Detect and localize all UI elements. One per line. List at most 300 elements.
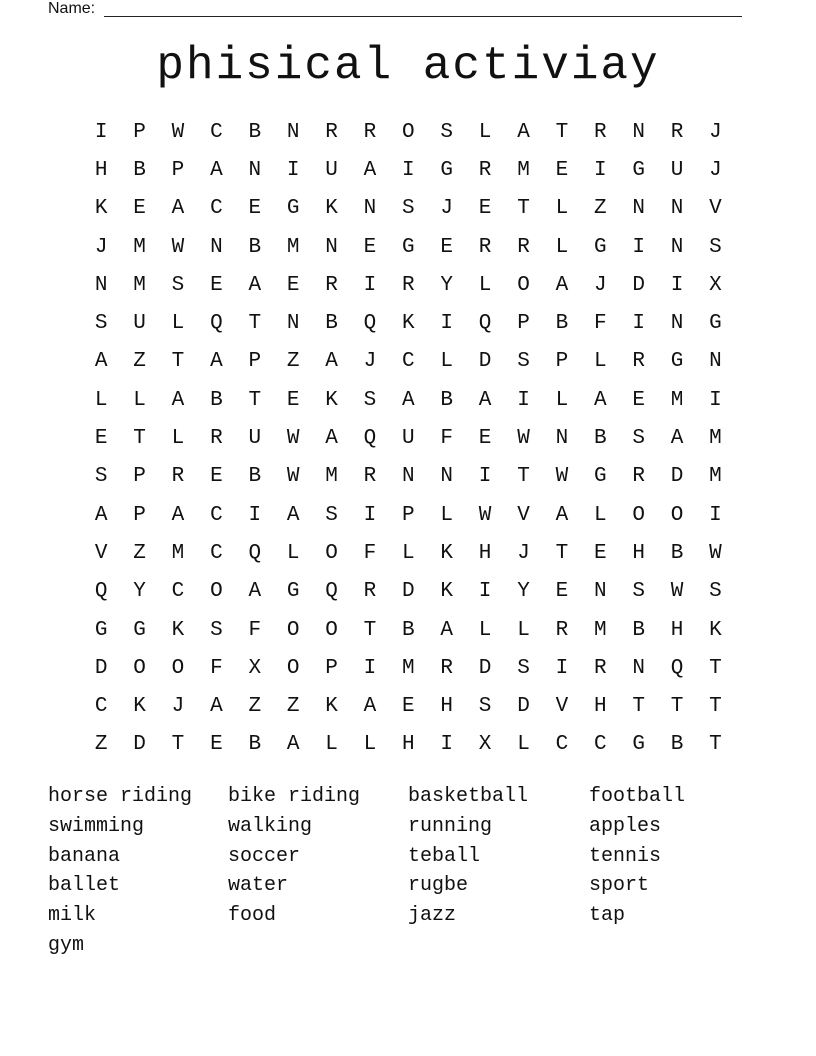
grid-letter: M xyxy=(517,158,530,182)
grid-letter: S xyxy=(94,312,108,336)
grid-letter: O xyxy=(286,656,300,680)
grid-letter: Q xyxy=(94,580,108,604)
grid-letter: S xyxy=(478,695,492,719)
word-list-item: teball xyxy=(408,844,481,868)
word-list-item: gym xyxy=(48,933,85,957)
grid-letter: R xyxy=(440,656,454,680)
grid-letter: B xyxy=(248,733,262,757)
grid-letter: S xyxy=(363,388,377,412)
grid-letter: A xyxy=(363,158,377,182)
grid-letter: A xyxy=(248,580,262,604)
grid-letter: U xyxy=(670,158,684,182)
word-list-item: tennis xyxy=(589,844,662,868)
grid-letter: Q xyxy=(670,656,684,680)
word-list-item: football xyxy=(589,785,686,808)
grid-letter: N xyxy=(632,197,645,221)
grid-letter: S xyxy=(440,120,454,144)
grid-letter: T xyxy=(517,465,530,489)
grid-letter: M xyxy=(709,427,722,451)
grid-letter: R xyxy=(517,235,530,259)
grid-letter: Z xyxy=(248,695,262,719)
grid-letter: R xyxy=(363,120,377,144)
grid-letter: B xyxy=(440,388,454,412)
grid-letter: L xyxy=(402,541,415,565)
grid-letter: T xyxy=(363,618,377,642)
grid-letter: S xyxy=(517,656,530,680)
grid-letter: W xyxy=(517,427,530,451)
grid-letter: K xyxy=(402,312,415,336)
grid-letter: A xyxy=(517,120,530,144)
grid-letter: R xyxy=(210,427,223,451)
grid-letter: I xyxy=(632,312,645,336)
grid-letter: B xyxy=(248,235,262,259)
grid-letter: E xyxy=(555,158,569,182)
grid-letter: S xyxy=(325,503,338,527)
grid-letter: T xyxy=(171,733,185,757)
grid-letter: J xyxy=(171,695,185,719)
grid-letter: N xyxy=(670,312,684,336)
grid-letter: W xyxy=(478,503,492,527)
grid-letter: G xyxy=(670,350,684,374)
grid-letter: H xyxy=(670,618,684,642)
grid-letter: T xyxy=(709,695,722,719)
grid-letter: S xyxy=(210,618,223,642)
grid-letter: E xyxy=(210,273,223,297)
grid-letter: E xyxy=(210,465,223,489)
grid-letter: Y xyxy=(133,580,146,604)
grid-letter: B xyxy=(210,388,223,412)
grid-letter: G xyxy=(593,465,607,489)
grid-letter: P xyxy=(171,158,185,182)
grid-letter: A xyxy=(555,273,569,297)
grid-letter: I xyxy=(363,656,377,680)
grid-letter: E xyxy=(402,695,415,719)
grid-letter: B xyxy=(632,618,645,642)
grid-letter: I xyxy=(478,580,492,604)
grid-letter: O xyxy=(517,273,530,297)
grid-letter: H xyxy=(402,733,415,757)
grid-letter: R xyxy=(325,120,338,144)
grid-letter: L xyxy=(171,312,185,336)
grid-letter: D xyxy=(402,580,415,604)
grid-letter: M xyxy=(133,273,146,297)
word-list-item: soccer xyxy=(228,844,301,868)
grid-letter: H xyxy=(94,158,108,182)
grid-letter: U xyxy=(248,427,262,451)
grid-letter: M xyxy=(670,388,684,412)
grid-letter: F xyxy=(440,427,454,451)
grid-letter: J xyxy=(709,158,722,182)
grid-letter: A xyxy=(94,503,108,527)
grid-letter: A xyxy=(478,388,492,412)
grid-letter: T xyxy=(248,312,262,336)
grid-letter: G xyxy=(94,618,108,642)
grid-letter: I xyxy=(593,158,607,182)
grid-letter: Z xyxy=(286,350,300,374)
grid-letter: A xyxy=(325,350,338,374)
grid-letter: P xyxy=(133,120,146,144)
grid-letter: L xyxy=(517,733,530,757)
grid-letter: L xyxy=(440,503,454,527)
grid-letter: I xyxy=(555,656,569,680)
grid-letter: R xyxy=(363,580,377,604)
grid-letter: K xyxy=(94,197,108,221)
grid-letter: E xyxy=(593,541,607,565)
grid-letter: J xyxy=(517,541,530,565)
grid-letter: S xyxy=(171,273,185,297)
grid-letter: N xyxy=(555,427,569,451)
grid-letter: E xyxy=(478,427,492,451)
grid-letter: Z xyxy=(286,695,300,719)
grid-letter: A xyxy=(670,427,684,451)
grid-letter: C xyxy=(210,197,223,221)
grid-letter: M xyxy=(593,618,607,642)
grid-letter: M xyxy=(325,465,338,489)
grid-letter: E xyxy=(94,427,108,451)
grid-letter: G xyxy=(632,158,645,182)
grid-letter: S xyxy=(517,350,530,374)
grid-letter: B xyxy=(670,733,684,757)
grid-letter: I xyxy=(440,312,454,336)
grid-letter: H xyxy=(593,695,607,719)
grid-letter: N xyxy=(363,197,377,221)
grid-letter: B xyxy=(325,312,338,336)
grid-letter: N xyxy=(670,235,684,259)
grid-letter: T xyxy=(709,733,722,757)
grid-letter: L xyxy=(555,197,569,221)
grid-letter: T xyxy=(632,695,645,719)
grid-letter: P xyxy=(517,312,530,336)
grid-letter: O xyxy=(670,503,684,527)
grid-letter: D xyxy=(670,465,684,489)
grid-letter: H xyxy=(632,541,645,565)
grid-letter: I xyxy=(402,158,415,182)
word-list-item: milk xyxy=(48,904,97,928)
grid-letter: N xyxy=(632,120,645,144)
grid-letter: W xyxy=(286,465,300,489)
grid-letter: T xyxy=(670,695,684,719)
grid-letter: G xyxy=(286,580,300,604)
grid-letter: T xyxy=(171,350,185,374)
grid-letter: V xyxy=(94,541,108,565)
grid-letter: A xyxy=(171,197,185,221)
grid-letter: T xyxy=(248,388,262,412)
grid-letter: V xyxy=(555,695,569,719)
grid-letter: N xyxy=(248,158,262,182)
grid-letter: N xyxy=(402,465,415,489)
grid-letter: R xyxy=(555,618,569,642)
grid-letter: D xyxy=(133,733,146,757)
word-list-item: horse riding xyxy=(48,785,193,808)
grid-letter: A xyxy=(171,388,185,412)
grid-letter: G xyxy=(133,618,146,642)
grid-letter: R xyxy=(478,158,492,182)
grid-letter: X xyxy=(709,273,722,297)
grid-letter: C xyxy=(94,695,108,719)
grid-letter: I xyxy=(478,465,492,489)
grid-letter: I xyxy=(709,388,722,412)
grid-letter: B xyxy=(248,465,262,489)
grid-letter: O xyxy=(133,656,146,680)
grid-letter: S xyxy=(632,580,645,604)
grid-letter: O xyxy=(171,656,185,680)
grid-letter: C xyxy=(210,503,223,527)
grid-letter: L xyxy=(555,388,569,412)
grid-letter: N xyxy=(325,235,338,259)
grid-letter: R xyxy=(402,273,415,297)
grid-letter: E xyxy=(478,197,492,221)
grid-letter: A xyxy=(248,273,262,297)
grid-letter: F xyxy=(593,312,607,336)
grid-letter: L xyxy=(593,503,607,527)
grid-letter: O xyxy=(210,580,223,604)
grid-letter: U xyxy=(325,158,338,182)
grid-letter: L xyxy=(171,427,185,451)
grid-letter: A xyxy=(593,388,607,412)
grid-letter: P xyxy=(133,465,146,489)
grid-letter: N xyxy=(670,197,684,221)
grid-letter: E xyxy=(133,197,146,221)
grid-letter: G xyxy=(632,733,645,757)
grid-letter: G xyxy=(593,235,607,259)
grid-letter: I xyxy=(94,120,108,144)
grid-letter: R xyxy=(632,465,645,489)
grid-letter: G xyxy=(286,197,300,221)
grid-letter: D xyxy=(632,273,645,297)
grid-letter: S xyxy=(709,580,722,604)
word-list xyxy=(48,782,769,961)
grid-letter: I xyxy=(632,235,645,259)
grid-letter: N xyxy=(632,656,645,680)
grid-letter: T xyxy=(517,197,530,221)
grid-letter: P xyxy=(133,503,146,527)
grid-letter: W xyxy=(171,120,185,144)
grid-letter: K xyxy=(709,618,722,642)
grid-letter: L xyxy=(94,388,108,412)
word-list-item: walking xyxy=(228,814,313,838)
grid-letter: R xyxy=(632,350,645,374)
grid-letter: Z xyxy=(94,733,108,757)
grid-letter: O xyxy=(286,618,300,642)
grid-letter: W xyxy=(670,580,684,604)
grid-letter: Q xyxy=(363,312,377,336)
grid-letter: D xyxy=(478,656,492,680)
grid-letter: N xyxy=(286,312,300,336)
grid-letter: P xyxy=(402,503,415,527)
grid-letter: N xyxy=(593,580,607,604)
grid-letter: A xyxy=(440,618,454,642)
grid-letter: B xyxy=(248,120,262,144)
grid-letter: T xyxy=(555,120,569,144)
grid-letter: E xyxy=(632,388,645,412)
word-list-item: jazz xyxy=(408,904,457,928)
grid-letter: L xyxy=(478,120,492,144)
grid-letter: J xyxy=(593,273,607,297)
grid-letter: N xyxy=(94,273,108,297)
grid-letter: M xyxy=(133,235,146,259)
word-list-item: rugbe xyxy=(408,874,469,898)
grid-letter: Z xyxy=(593,197,607,221)
grid-letter: E xyxy=(555,580,569,604)
grid-letter: K xyxy=(325,197,338,221)
grid-letter: L xyxy=(517,618,530,642)
grid-letter: N xyxy=(440,465,454,489)
grid-letter: A xyxy=(171,503,185,527)
word-list-item: ballet xyxy=(48,874,121,898)
grid-letter: O xyxy=(632,503,645,527)
grid-letter: C xyxy=(555,733,569,757)
grid-letter: R xyxy=(478,235,492,259)
grid-letter: Q xyxy=(363,427,377,451)
word-list-item: sport xyxy=(589,874,650,898)
grid-letter: A xyxy=(210,695,223,719)
grid-letter: J xyxy=(363,350,377,374)
grid-letter: C xyxy=(593,733,607,757)
grid-letter: A xyxy=(363,695,377,719)
grid-letter: B xyxy=(555,312,569,336)
grid-letter: F xyxy=(363,541,377,565)
grid-letter: H xyxy=(478,541,492,565)
word-list-item: banana xyxy=(48,844,121,868)
grid-letter: C xyxy=(210,120,223,144)
grid-letter: Q xyxy=(248,541,262,565)
grid-letter: O xyxy=(325,618,338,642)
grid-letter: A xyxy=(325,427,338,451)
grid-letter: K xyxy=(325,388,338,412)
grid-letter: I xyxy=(286,158,300,182)
grid-letter: U xyxy=(133,312,146,336)
grid-letter: K xyxy=(171,618,185,642)
letter-grid xyxy=(82,113,735,764)
grid-letter: L xyxy=(555,235,569,259)
grid-letter: Q xyxy=(210,312,223,336)
grid-letter: R xyxy=(325,273,338,297)
grid-letter: K xyxy=(133,695,146,719)
grid-letter: A xyxy=(210,350,223,374)
grid-letter: M xyxy=(402,656,415,680)
grid-letter: T xyxy=(555,541,569,565)
grid-letter: I xyxy=(670,273,684,297)
grid-letter: L xyxy=(286,541,300,565)
grid-letter: Z xyxy=(133,541,146,565)
word-list-item: swimming xyxy=(48,814,145,838)
grid-letter: E xyxy=(248,197,262,221)
grid-letter: C xyxy=(171,580,185,604)
grid-letter: W xyxy=(171,235,185,259)
grid-letter: O xyxy=(325,541,338,565)
grid-letter: R xyxy=(171,465,185,489)
grid-letter: W xyxy=(709,541,722,565)
grid-letter: S xyxy=(709,235,722,259)
grid-letter: Z xyxy=(133,350,146,374)
grid-letter: N xyxy=(286,120,300,144)
grid-letter: L xyxy=(133,388,146,412)
grid-letter: W xyxy=(555,465,569,489)
grid-letter: R xyxy=(593,656,607,680)
grid-letter: I xyxy=(248,503,262,527)
grid-letter: X xyxy=(248,656,262,680)
grid-letter: Y xyxy=(517,580,530,604)
grid-letter: V xyxy=(517,503,530,527)
grid-letter: I xyxy=(440,733,454,757)
grid-letter: L xyxy=(593,350,607,374)
grid-letter: S xyxy=(94,465,108,489)
grid-letter: L xyxy=(325,733,338,757)
grid-letter: A xyxy=(402,388,415,412)
grid-letter: I xyxy=(363,503,377,527)
grid-letter: E xyxy=(286,273,300,297)
grid-letter: E xyxy=(210,733,223,757)
grid-letter: I xyxy=(517,388,530,412)
grid-letter: P xyxy=(248,350,262,374)
grid-letter: C xyxy=(210,541,223,565)
grid-letter: V xyxy=(709,197,722,221)
grid-letter: Q xyxy=(325,580,338,604)
grid-letter: N xyxy=(210,235,223,259)
word-list-item: bike riding xyxy=(228,785,361,808)
grid-letter: M xyxy=(709,465,722,489)
grid-letter: T xyxy=(133,427,146,451)
word-list-item: basketball xyxy=(408,785,529,808)
name-line xyxy=(104,16,742,17)
grid-letter: O xyxy=(402,120,415,144)
grid-letter: W xyxy=(286,427,300,451)
grid-letter: R xyxy=(593,120,607,144)
grid-letter: M xyxy=(171,541,185,565)
grid-letter: Q xyxy=(478,312,492,336)
grid-letter: E xyxy=(440,235,454,259)
grid-letter: G xyxy=(440,158,454,182)
word-list-item: running xyxy=(408,814,493,838)
word-list-item: food xyxy=(228,904,277,928)
grid-letter: J xyxy=(440,197,454,221)
grid-letter: H xyxy=(440,695,454,719)
grid-letter: B xyxy=(133,158,146,182)
grid-letter: J xyxy=(94,235,108,259)
grid-letter: L xyxy=(478,618,492,642)
grid-letter: Y xyxy=(440,273,454,297)
grid-letter: D xyxy=(94,656,108,680)
word-list-item: apples xyxy=(589,814,662,838)
grid-letter: F xyxy=(248,618,262,642)
grid-letter: L xyxy=(363,733,377,757)
grid-letter: L xyxy=(478,273,492,297)
grid-letter: A xyxy=(210,158,223,182)
grid-letter: D xyxy=(517,695,530,719)
grid-letter: S xyxy=(632,427,645,451)
grid-letter: A xyxy=(286,503,300,527)
grid-letter: M xyxy=(286,235,300,259)
grid-letter: N xyxy=(709,350,722,374)
grid-letter: I xyxy=(363,273,377,297)
word-list-item: water xyxy=(228,874,289,898)
grid-letter: A xyxy=(94,350,108,374)
grid-letter: C xyxy=(402,350,415,374)
grid-letter: I xyxy=(709,503,722,527)
name-label: Name: xyxy=(48,0,96,17)
grid-letter: J xyxy=(709,120,722,144)
grid-letter: U xyxy=(402,427,415,451)
grid-letter: K xyxy=(440,580,454,604)
grid-letter: B xyxy=(593,427,607,451)
grid-letter: F xyxy=(210,656,223,680)
grid-letter: K xyxy=(440,541,454,565)
grid-letter: K xyxy=(325,695,338,719)
grid-letter: X xyxy=(478,733,492,757)
grid-letter: S xyxy=(402,197,415,221)
grid-letter: P xyxy=(325,656,338,680)
grid-letter: E xyxy=(286,388,300,412)
